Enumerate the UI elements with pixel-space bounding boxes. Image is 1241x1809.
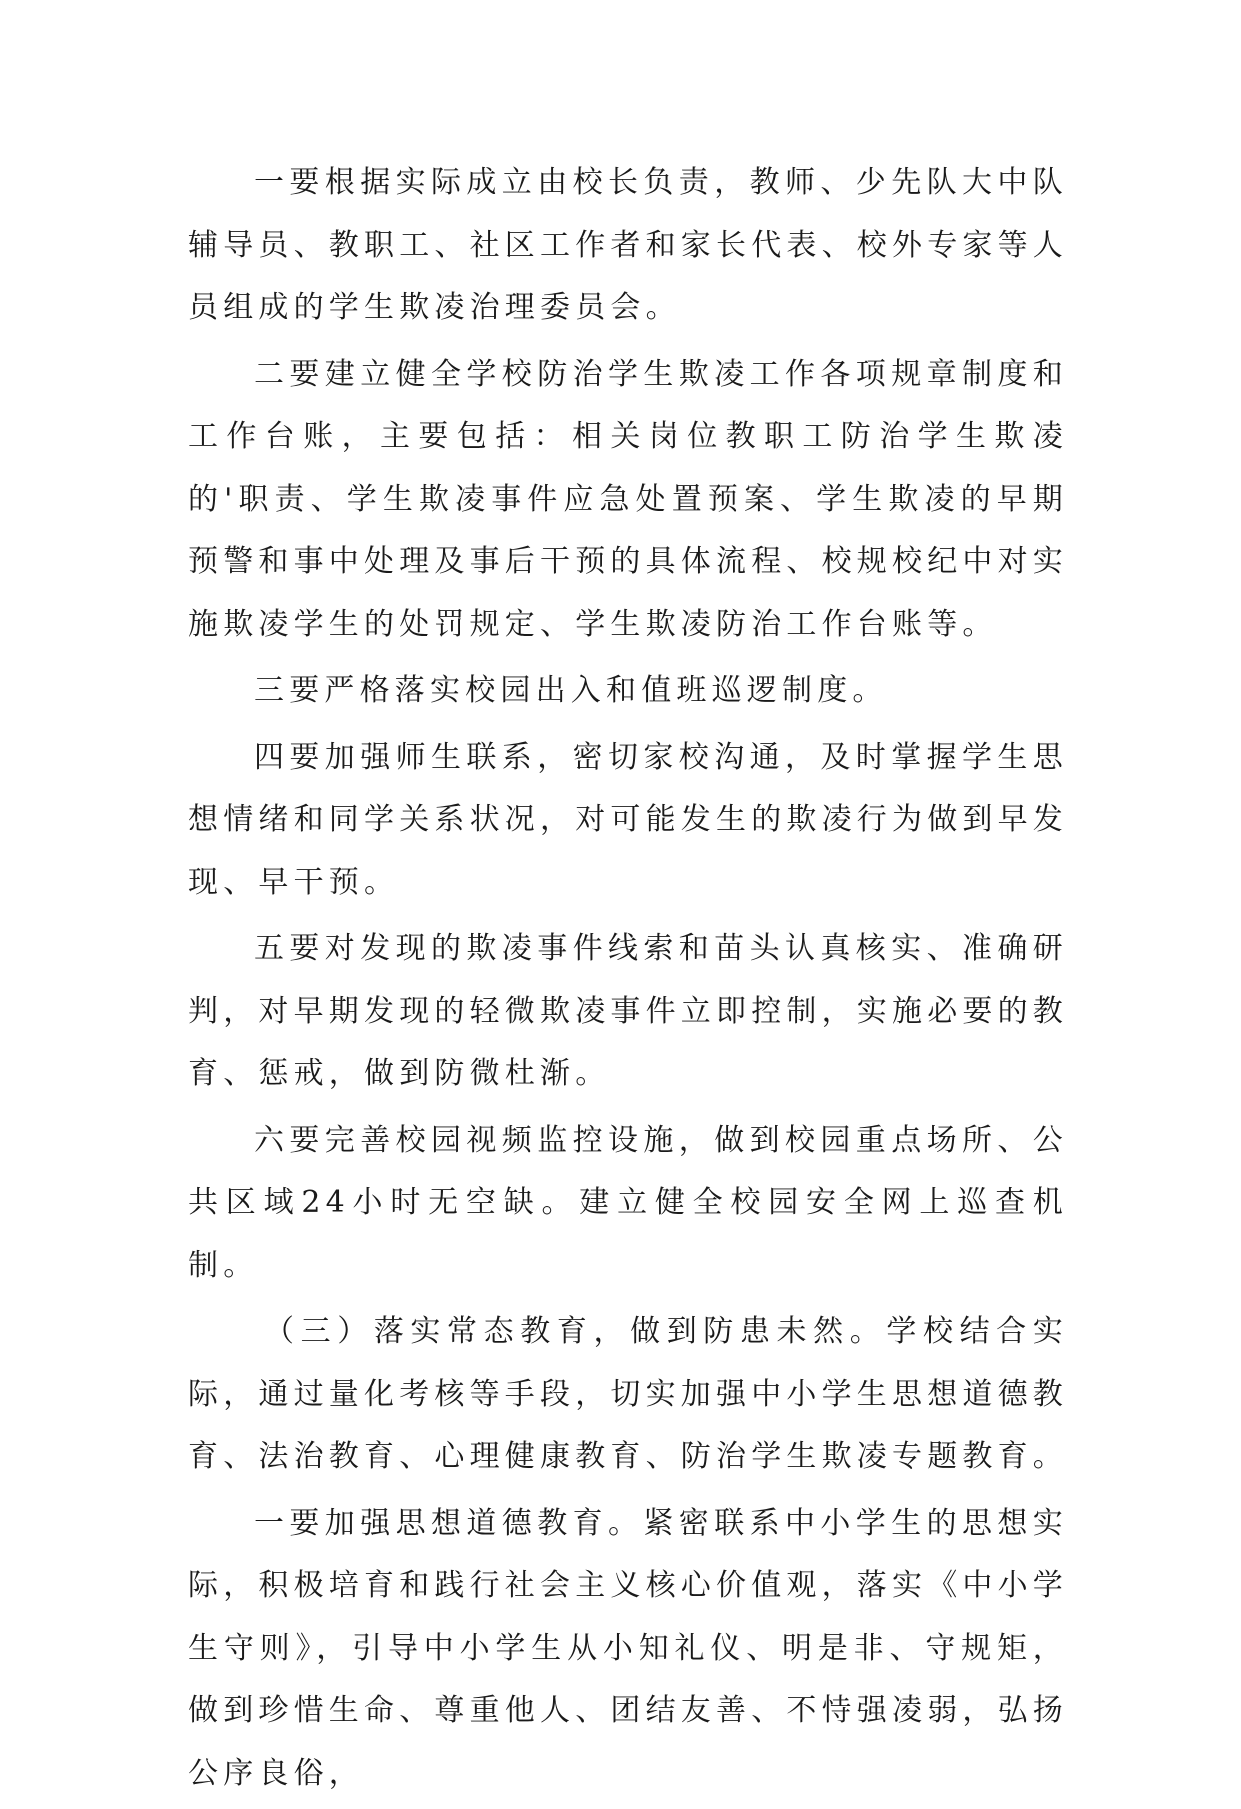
paragraph-3: 三要严格落实校园出入和值班巡逻制度。: [254, 673, 888, 708]
paragraph-4: 四要加强师生联系，密切家校沟通，及时掌握学生思想情绪和同学关系状况，对可能发生的欺凌行为做到早发现、早干预。: [188, 739, 1068, 900]
section-heading-paragraph: （三）落实常态教育，做到防患未然。学校结合实际，通过量化考核等手段，切实加强中小学生思想道德教育、法治教育、心理健康教育、防治学生欺凌专题教育。: [188, 1314, 1068, 1474]
paragraph-6: 六要完善校园视频监控设施，做到校园重点场所、公共区域24小时无空缺。建立健全校园安全网上巡查机制。: [188, 1122, 1068, 1283]
paragraph-1: 一要根据实际成立由校长负责，教师、少先队大中队辅导员、教职工、社区工作者和家长代表、校外专家等人员组成的学生欺凌治理委员会。: [188, 165, 1068, 325]
paragraph-5: 五要对发现的欺凌事件线索和苗头认真核实、准确研判，对早期发现的轻微欺凌事件立即控制，实施必要的教育、惩戒，做到防微杜渐。: [188, 931, 1068, 1091]
document-body: [188, 152, 1068, 1809]
paragraph-2: 二要建立健全学校防治学生欺凌工作各项规章制度和工作台账，主要包括：相关岗位教职工防治学生欺凌的'职责、学生欺凌事件应急处置预案、学生欺凌的早期预警和事中处理及事后干预的具体流程、校规校纪中对实施欺凌学生的处罚规定、学生欺凌防治工作台账等。: [188, 356, 1068, 642]
paragraph-8: 一要加强思想道德教育。紧密联系中小学生的思想实际，积极培育和践行社会主义核心价值观，落实《中小学生守则》，引导中小学生从小知礼仪、明是非、守规矩，做到珍惜生命、尊重他人、团结友善、不恃强凌弱，弘扬公序良俗，: [188, 1505, 1068, 1791]
